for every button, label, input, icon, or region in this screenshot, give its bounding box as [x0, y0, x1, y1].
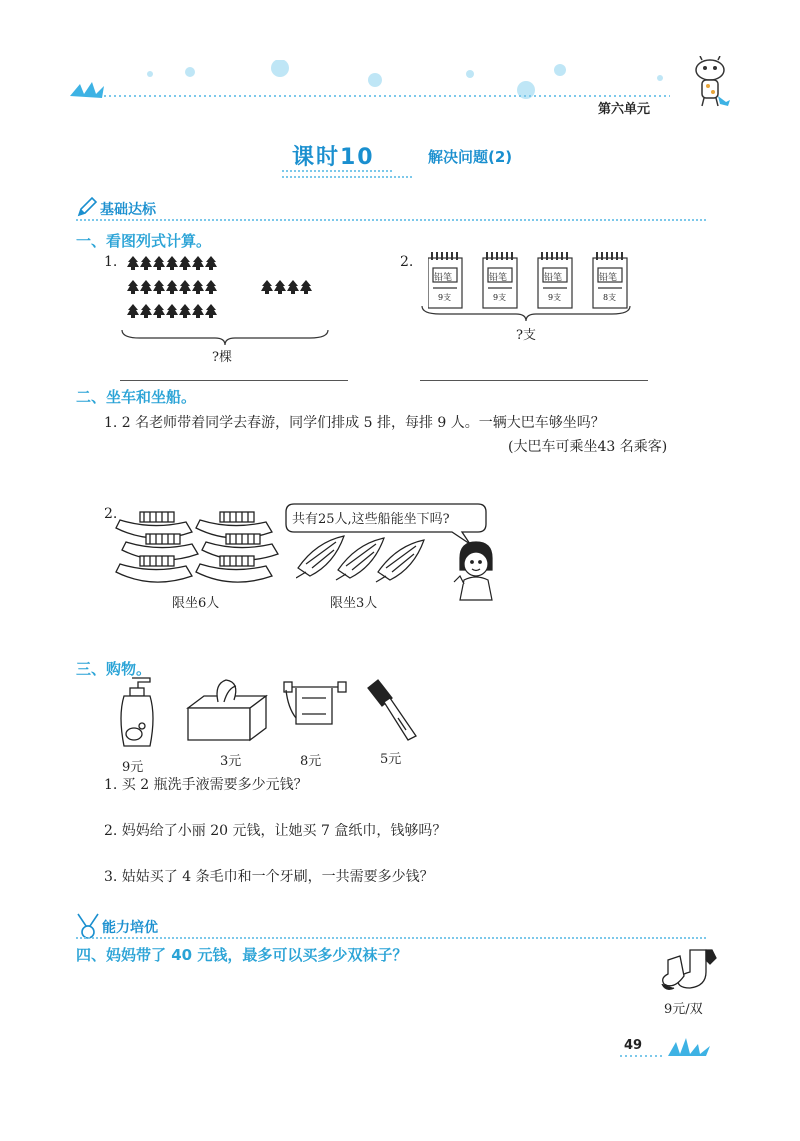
towel-icon	[282, 678, 350, 740]
girl-avatar	[452, 540, 498, 602]
q1-p1-number: 1.	[104, 254, 118, 270]
q3-title: 三、购物。	[76, 660, 152, 678]
pencil-box-label: 铅笔	[489, 273, 508, 283]
q1-p2-question: ?支	[516, 328, 536, 343]
q1-p2-answer-line[interactable]	[420, 380, 648, 381]
small-boat-label: 限坐3人	[330, 596, 378, 611]
toothbrush-price: 5元	[380, 752, 402, 767]
q2-title: 二、坐车和坐船。	[76, 388, 197, 406]
section-basic-label: 基础达标	[100, 202, 156, 218]
hand-soap-price: 9元	[122, 760, 144, 775]
q3-question-2: 2. 妈妈给了小丽 20 元钱，让她买 7 盒纸巾，钱够吗？	[104, 823, 447, 839]
section-basic-rule	[76, 219, 706, 221]
tissue-box-price: 3元	[220, 754, 242, 769]
big-boats-illustration	[112, 508, 284, 588]
lesson-title: 解决问题(2)	[428, 148, 513, 166]
pencil-box-label: 铅笔	[434, 273, 453, 283]
pencil-box-count: 9支	[493, 293, 507, 302]
tree-group-right	[260, 278, 320, 302]
tree-group-left	[126, 254, 226, 330]
pencil-box-label: 铅笔	[599, 273, 618, 283]
pencil-box-count: 9支	[548, 293, 562, 302]
big-boat-label: 限坐6人	[172, 596, 220, 611]
pencil-box-count: 8支	[603, 293, 617, 302]
unit-label: 第六单元	[598, 102, 651, 117]
q1-p1-question: ?棵	[212, 350, 232, 365]
pencil-box-count: 9支	[438, 293, 452, 302]
section-ability-label: 能力培优	[102, 920, 158, 936]
socks-icon	[660, 948, 720, 992]
section-ability-rule	[76, 937, 706, 939]
q3-question-1: 1. 买 2 瓶洗手液需要多少元钱？	[104, 777, 308, 793]
towel-price: 8元	[300, 754, 322, 769]
pencil-icon	[76, 196, 98, 218]
hand-soap-icon	[114, 676, 158, 752]
q3-question-3: 3. 姑姑买了 4 条毛巾和一个牙刷，一共需要多少钱？	[104, 869, 434, 885]
page-number: 49	[624, 1038, 643, 1053]
q1-p2-number: 2.	[400, 254, 414, 270]
toothbrush-icon	[364, 678, 420, 742]
lesson-underline-2	[282, 176, 412, 178]
tissue-box-icon	[184, 678, 270, 744]
q4-title: 四、妈妈带了 40 元钱，最多可以买多少双袜子？	[76, 946, 408, 964]
lesson-underline	[282, 170, 392, 172]
lesson-number: 课时10	[292, 145, 375, 170]
footer-grass-decoration	[620, 1036, 720, 1058]
giraffe-mascot-icon	[688, 56, 732, 108]
pencil-box-label: 铅笔	[544, 273, 563, 283]
q2-p2-number: 2.	[104, 506, 118, 522]
q1-p1-answer-line[interactable]	[120, 380, 348, 381]
sock-price: 9元/双	[664, 1002, 703, 1017]
medal-icon	[76, 912, 100, 940]
speech-text: 共有25人,这些船能坐下吗?	[292, 512, 450, 527]
q1-title: 一、看图列式计算。	[76, 232, 212, 250]
q2-p1-note: (大巴车可乘坐43 名乘客)	[508, 439, 668, 455]
q2-p1-text: 1. 2 名老师带着同学去春游，同学们排成 5 排，每排 9 人。一辆大巴车够坐吗？	[104, 415, 605, 431]
q1-p2-brace	[420, 304, 632, 326]
